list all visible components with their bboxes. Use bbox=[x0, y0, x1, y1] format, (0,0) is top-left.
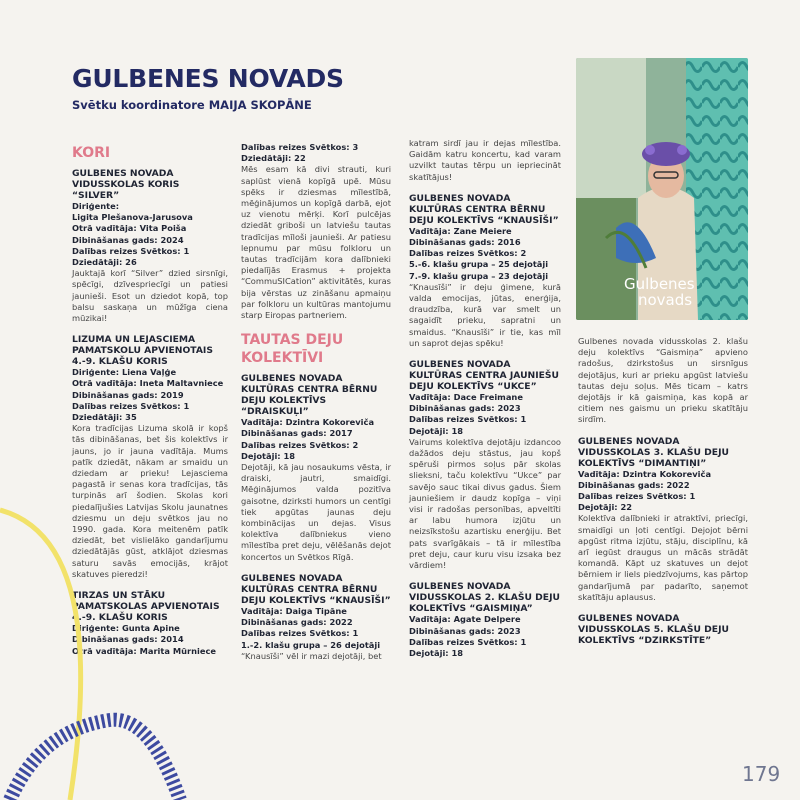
entry-text: Kolektīva dalībnieki ir atraktīvi, priecīgi, smaidīgi un ļoti centīgi. Dejojot bērni apgūst ritma izjūtu, stāju, disciplīnu, kā arī iegūst draugus un mācās strādāt komandā. Kāpt uz skatuves un dejot bērniem ir liels piedzīvojums, kas pārtop gandarījumā par padarīto, saņemot skatītāju aplausus. bbox=[578, 513, 748, 602]
entry-meta: Dejotāji: 18 bbox=[241, 450, 296, 461]
entry-meta: Dalības reizes Svētkos: 1 bbox=[409, 414, 527, 425]
entry-meta: Vadītāja: Zane Meiere bbox=[409, 225, 512, 236]
entry-title: GULBENES NOVADA VIDUSSKOLAS KORIS “SILVER” bbox=[72, 168, 180, 201]
spacer bbox=[241, 321, 391, 329]
entry-title: GULBENES NOVADA VIDUSSKOLAS 5. KLAŠU DEJU KOLEKTĪVS “DZIRKSTĪTE” bbox=[578, 613, 729, 647]
entry-meta: Dibināšanas gads: 2022 bbox=[578, 479, 690, 490]
cover-photo bbox=[576, 58, 748, 320]
entry-text: Dejotāji, kā jau nosaukums vēsta, ir draiski, jautri, smaidīgi. Mēģinājumos valda pozitīva gaisotne, dzirksti humors un centīgi tiek apgūtas jaunas deju kombinācijas un dejas. Visus kolektīva dalībniekus vieno mīlestība pret deju, vēlēšanās dejot koncertos un Svētkos Rīgā. bbox=[241, 462, 391, 562]
spacer bbox=[409, 571, 561, 579]
entry-text: Mēs esam kā divi strauti, kuri saplūst vienā kopīgā upē. Mūsu spēks ir dziesmas mīlestībā, mēģinājumos un kopīgā darbā, ejot uz vienotu mērķi. Korī pulcējas dziedāt griboši un latviešu tautas tradīcijas mīloši jaunieši. Ar patiesu lepnumu par mūsu folkloru un tautas tradīcijām kora dalībnieki piedalījās Erasmus + projekta “CommuSICation” aktivitātēs, kuras bija vērstas uz zināšanu apmaiņu par folkloru un kultūras mantojumu starp Eiropas partneriem. bbox=[241, 164, 391, 321]
entry-title: GULBENES NOVADA KULTŪRAS CENTRA BĒRNU DEJU KOLEKTĪVS “KNAUSĪŠI” bbox=[241, 572, 391, 606]
entry-meta: 1.-2. klašu grupa – 26 dejotāji bbox=[241, 639, 381, 650]
entry-meta: Dibināšanas gads: 2014 bbox=[72, 634, 184, 645]
entry-meta: Dejotāji: 18 bbox=[409, 425, 464, 436]
entry-meta: 5.-6. klašu grupa – 25 dejotāji bbox=[409, 259, 549, 270]
entry-meta: Dibināšanas gads: 2023 bbox=[409, 403, 521, 414]
entry-meta: Dalības reizes Svētkos: 1 bbox=[409, 636, 527, 647]
spacer bbox=[409, 349, 561, 357]
entry-title: TIRZAS UN STĀKU PAMATSKOLAS APVIENOTAIS 4.-9. KLAŠU KORIS bbox=[72, 590, 220, 624]
spacer bbox=[409, 183, 561, 191]
entry-meta: Diriģente: Gunta Apine bbox=[72, 623, 180, 634]
entry-meta: Diriģente: bbox=[72, 201, 120, 211]
page-title: GULBENES NOVADS bbox=[72, 64, 344, 93]
entry-title: GULBENES NOVADA VIDUSSKOLAS 3. KLAŠU DEJU KOLEKTĪVS “DIMANTIŅI” bbox=[578, 435, 729, 469]
entry-title: GULBENES NOVADA KULTŪRAS CENTRA JAUNIEŠU DEJU KOLEKTĪVS “UKCE” bbox=[409, 359, 560, 393]
entry-title: GULBENES NOVADA KULTŪRAS CENTRA BĒRNU DEJU KOLEKTĪVS “DRAISKUĻI” bbox=[241, 373, 378, 418]
page-subtitle: Svētku koordinatore MAIJA SKOPĀNE bbox=[72, 98, 312, 112]
entry-meta: Dziedātāji: 22 bbox=[241, 153, 306, 164]
entry-meta: Vadītāja: Dzintra Kokoreviča bbox=[578, 468, 712, 479]
page-number: 179 bbox=[742, 762, 781, 786]
entry-meta: Dibināšanas gads: 2024 bbox=[72, 234, 184, 245]
entry-meta: Dalības reizes Svētkos: 1 bbox=[578, 491, 696, 502]
entry-meta: Dalības reizes Svētkos: 2 bbox=[241, 439, 359, 450]
entry-meta: Dalības reizes Svētkos: 1 bbox=[241, 628, 359, 639]
entry-meta: Dejotāji: 22 bbox=[578, 502, 633, 513]
entry-text: Jauktajā korī “Silver” dzied sirsnīgi, spēcīgi, dzīvespriecīgi un patiesi jaunieši. Esot un dziedot kopā, top balsu saskaņa un mūžīga ciena mūzikai! bbox=[72, 268, 228, 324]
entry-meta: Dalības reizes Svētkos: 2 bbox=[409, 248, 527, 259]
spacer bbox=[578, 603, 748, 611]
entry-meta: Dejotāji: 18 bbox=[409, 647, 464, 658]
entry-meta: Dibināšanas gads: 2019 bbox=[72, 389, 184, 400]
entry-meta: Vadītāja: Dzintra Kokoreviča bbox=[241, 417, 375, 428]
entry-meta: Vadītāja: Dace Freimane bbox=[409, 392, 523, 403]
column-2 bbox=[241, 142, 391, 662]
entry-meta: 7.-9. klašu grupa – 23 dejotāji bbox=[409, 270, 549, 281]
entry-text: “Knausīši” vēl ir mazi dejotāji, bet bbox=[241, 650, 382, 661]
entry-title: GULBENES NOVADA KULTŪRAS CENTRA BĒRNU DEJU KOLEKTĪVS “KNAUSĪŠI” bbox=[409, 192, 559, 226]
decorative-swirl bbox=[0, 470, 200, 800]
entry-meta: Ligita Plešanova-Jarusova bbox=[72, 212, 193, 223]
entry-meta: Otrā vadītāja: Marita Mūrniece bbox=[72, 645, 217, 656]
spacer bbox=[578, 426, 748, 434]
section-heading: KORI bbox=[72, 145, 111, 161]
entry-meta: Otrā vadītāja: Ineta Maltavniece bbox=[72, 378, 224, 389]
photo-logo: Gulbenes novads bbox=[624, 275, 695, 309]
entry-meta: Dalības reizes Svētkos: 3 bbox=[241, 142, 359, 152]
section-heading: TAUTAS DEJU KOLEKTĪVI bbox=[241, 332, 344, 367]
column-4 bbox=[578, 336, 748, 646]
entry-title: LIZUMA UN LEJASCIEMA PAMATSKOLU APVIENOTAIS 4.-9. KLAŠU KORIS bbox=[72, 334, 213, 368]
entry-text: Gulbenes novada vidusskolas 2. klašu deju kolektīvs “Gaismiņa” apvieno radošus, dzirkstošus un sirsnīgus dejotājus, kuri ar prieku apgūst latviešu tautas deju soļus. Mēs ticam – katrs dejotājs ir kā gaismiņa, kas kopā ar citiem nes gaismu un prieku skatītāju sirdīm. bbox=[578, 336, 748, 425]
entry-meta: Dibināšanas gads: 2016 bbox=[409, 237, 521, 248]
entry-meta: Vadītāja: Daiga Tipāne bbox=[241, 605, 347, 616]
entry-text: katram sirdī jau ir dejas mīlestība. Gaidām katru koncertu, kad varam uzvilkt tautas tērpu un iepriecināt skatītājus! bbox=[409, 138, 561, 182]
entry-meta: Dibināšanas gads: 2017 bbox=[241, 428, 353, 439]
entry-meta: Dalības reizes Svētkos: 1 bbox=[72, 400, 190, 411]
entry-meta: Dziedātāji: 26 bbox=[72, 257, 137, 268]
entry-text: Kora tradīcijas Lizuma skolā ir kopš tās dibināšanas, bet šis kolektīvs ir jauns, jo ir jauna vadītāja. Mums patīk dziedāt, nākam ar smaidu un dziedam ar prieku! Lejasciema pagastā ir senas kora tradīcijas, tās turpinās arī šodien. Skolas kori piedalījušies Latvijas Skolu jaunatnes dziesmu un deju svētkos jau no 1990. gada. Kora meitenēm patīk dziedāt, bet vislielāko gandarījumu dziedātājās gūst, atklājot dziesmas saturu savās emocijās, krājot skatuves pieredzi! bbox=[72, 423, 228, 579]
entry-meta: Dalības reizes Svētkos: 1 bbox=[72, 245, 190, 256]
entry-title: GULBENES NOVADA VIDUSSKOLAS 2. KLAŠU DEJU KOLEKTĪVS “GAISMIŅA” bbox=[409, 581, 560, 615]
spacer bbox=[241, 563, 391, 571]
entry-meta: Diriģente: Liena Vaļģe bbox=[72, 367, 177, 378]
entry-meta: Dziedātāji: 35 bbox=[72, 412, 137, 423]
column-3 bbox=[409, 138, 561, 659]
entry-text: “Knausīši” ir deju ģimene, kurā valda emocijas, jūtas, enerģija, draudzība, kurā var smelt un sagaidīt prieku, sapratni un smaidus. “Knausīši” ir tie, kas mīl un saprot dejas spēku! bbox=[409, 281, 561, 348]
entry-meta: Dibināšanas gads: 2022 bbox=[241, 617, 353, 628]
entry-text: Vairums kolektīva dejotāju izdancoо dažādos deju stāstus, jau kopš spēruši pirmos soļus pār skolas slieksni, taču kolektīvu “Ukce” par savējo sauc tikai divus gadus. Šiem jauniešiem ir daudz kopīga – viņi visi ir radošas personības, apveltīti ar labu humora izjūtu un neizsīkstošu azartisku enerģiju. Bet pats svarīgākais – tā ir mīlestība pret deju, caur kuru visu izsaka bez vārdiem! bbox=[409, 436, 561, 571]
spacer bbox=[72, 324, 228, 332]
entry-meta: Dibināšanas gads: 2023 bbox=[409, 625, 521, 636]
entry-meta: Vadītāja: Agate Delpere bbox=[409, 614, 521, 625]
entry-meta: Otrā vadītāja: Vita Poiša bbox=[72, 223, 187, 234]
